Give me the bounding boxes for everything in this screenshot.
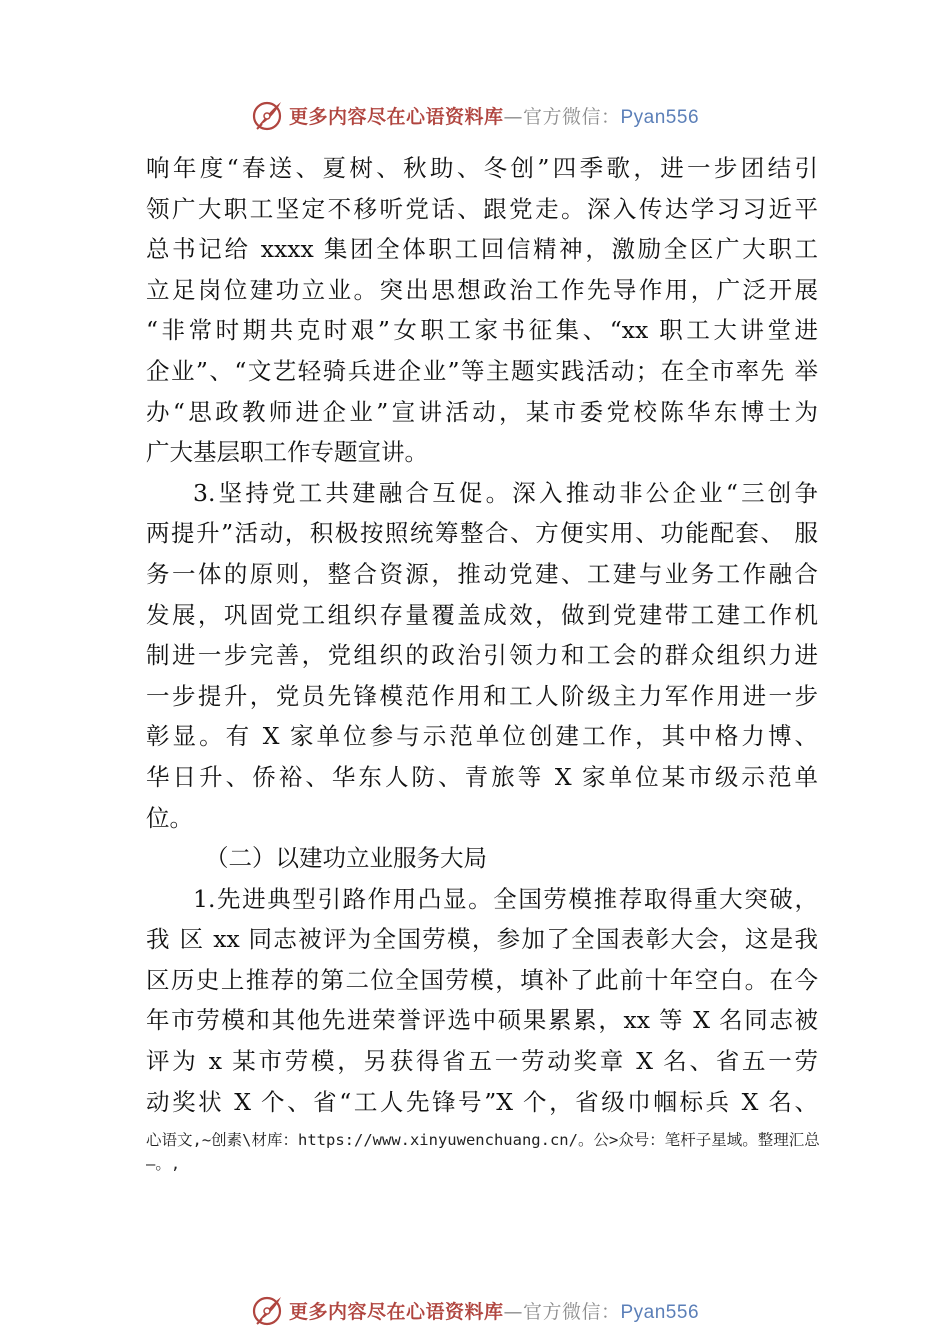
pen-feather-logo-icon [251,98,285,132]
footer-note-line: 心语文,~创素\材库：https://www.xinyuwenchuang.cn/。公>众号：笔杆子星域。整理汇总 [146,1131,820,1149]
body-line: 3.坚持党工共建融合互促。深入推动非公企业“三创争 [193,478,818,507]
body-line: 1.先进典型引路作用凸显。全国劳模推荐取得重大突破， [193,884,818,913]
document-body [146,148,818,1122]
body-line: 动奖状 X 个、省“工人先锋号”X 个，省级巾帼标兵 X 名、 [146,1087,818,1116]
body-line: 响年度“春送、夏树、秋助、冬创”四季歌，进一步团结引 [146,154,818,182]
page-banner-bottom [0,1290,950,1330]
body-line: 位。 [146,803,193,832]
body-line: 总书记给 xxxx 集团全体职工回信精神，激励全区广大职工 [146,235,818,264]
body-line: 年市劳模和其他先进荣誉评选中硕果累累，xx 等 X 名同志被 [146,1006,818,1035]
body-line: 彰显。有 X 家单位参与示范单位创建工作，其中格力博、 [146,722,818,751]
body-line: 发展，巩固党工组织存量覆盖成效，做到党建带工建工作机 [146,600,818,629]
banner-separator-text: —官方微信： [503,105,621,128]
body-line: 务一体的原则，整合资源，推动党建、工建与业务工作融合 [146,559,818,588]
body-line: 广大基层职工作专题宣讲。 [146,438,428,467]
body-line: 一步提升，党员先锋模范作用和工人阶级主力军作用进一步 [146,681,818,710]
banner-wechat-id: Pyan556 [620,106,700,128]
body-line: 办“思政教师进企业”宣讲活动，某市委党校陈华东博士为 [146,397,818,426]
page-banner-top [0,95,950,135]
body-line: 评为 x 某市劳模，另获得省五一劳动奖章 X 名、省五一劳 [146,1047,818,1076]
banner-brand-text: 更多内容尽在心语资料库 [288,1300,504,1323]
body-line: “非常时期共克时艰”女职工家书征集、“xx 职工大讲堂进 [146,316,818,345]
footer-note [146,1128,846,1176]
section-heading: （二）以建功立业服务大局 [205,844,487,873]
footer-note-line: —。, [146,1155,181,1173]
body-line: 领广大职工坚定不移听党话、跟党走。深入传达学习习近平 [146,194,818,223]
body-line: 区历史上推荐的第二位全国劳模，填补了此前十年空白。在今 [146,965,818,994]
body-line: 立足岗位建功立业。突出思想政治工作先导作用，广泛开展 [146,275,818,304]
body-line: 华日升、侨裕、华东人防、青旅等 X 家单位某市级示范单 [146,762,818,791]
banner-brand-text: 更多内容尽在心语资料库 [288,105,504,128]
pen-feather-logo-icon [251,1293,285,1327]
body-line: 企业”、“文艺轻骑兵进企业”等主题实践活动；在全市率先 举 [146,356,818,385]
banner-separator-text: —官方微信： [503,1300,621,1323]
body-line: 制进一步完善，党组织的政治引领力和工会的群众组织力进 [146,641,818,670]
body-line: 我 区 xx 同志被评为全国劳模，参加了全国表彰大会，这是我 [146,925,818,954]
banner-wechat-id: Pyan556 [620,1301,700,1323]
body-line: 两提升”活动，积极按照统筹整合、方便实用、功能配套、 服 [146,519,818,548]
